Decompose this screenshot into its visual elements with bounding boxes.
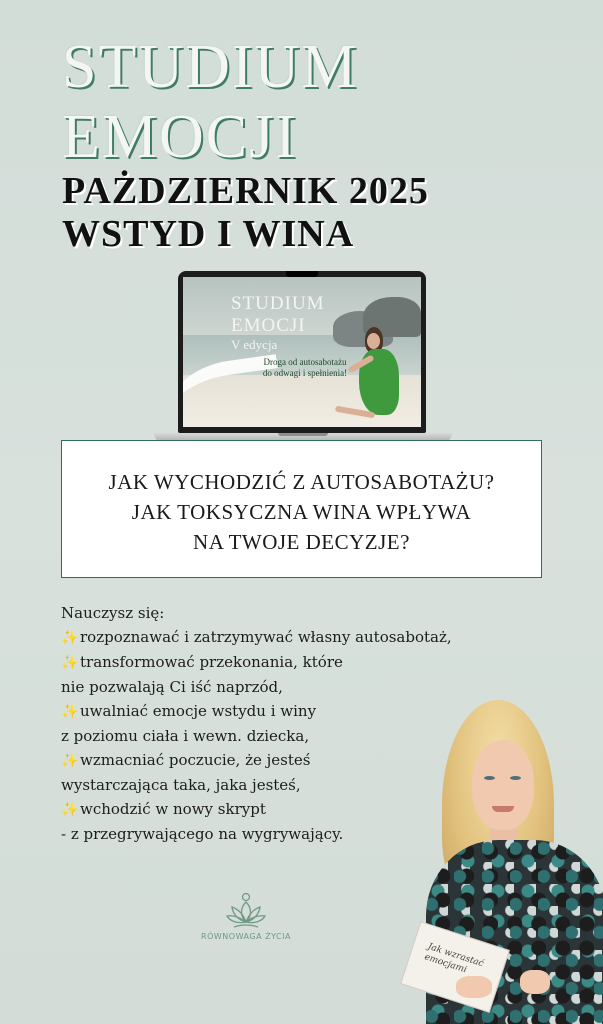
list-item-continuation: nie pozwalają Ci iść naprzód, xyxy=(61,678,283,696)
list-item-continuation: z poziomu ciała i wewn. dziecka, xyxy=(61,727,310,745)
questions-box xyxy=(61,440,542,578)
list-item: ✨ rozpoznawać i zatrzymywać własny autosabotaż, xyxy=(61,625,561,650)
screen-tagline-line2: do odwagi i spełnienia! xyxy=(262,368,348,378)
sparkles-icon: ✨ xyxy=(61,630,79,646)
face-shape xyxy=(472,740,534,830)
book-title: Jak wzrastać emocjami xyxy=(423,941,485,976)
sparkles-icon: ✨ xyxy=(61,753,79,769)
laptop-mockup xyxy=(154,271,452,449)
laptop-screen-image xyxy=(183,277,421,427)
screen-edition: V edycja xyxy=(231,337,278,352)
brand-logo xyxy=(190,892,302,952)
sparkles-icon: ✨ xyxy=(61,655,79,671)
date-heading: PAŻDZIERNIK 2025 xyxy=(62,170,429,212)
list-item-continuation: - z przegrywającego na wygrywający. xyxy=(61,825,344,843)
list-item-continuation: wystarczająca taka, jaka jesteś, xyxy=(61,776,301,794)
sparkles-icon: ✨ xyxy=(61,802,79,818)
learning-heading: Nauczysz się: xyxy=(61,604,165,622)
logo-text: RÓWNOWAGA ŻYCIA xyxy=(201,932,291,941)
title-studium: STUDIUM xyxy=(62,33,359,101)
screen-tagline-line1: Droga od autosabotażu xyxy=(263,357,347,367)
list-item: ✨ uwalniać emocje wstydu i winy xyxy=(61,699,561,724)
question-line-3: NA TWOJE DECYZJE? xyxy=(193,530,410,554)
title-emocji: EMOCJI xyxy=(62,103,298,171)
lotus-icon xyxy=(226,892,266,930)
screen-title-line2: EMOCJI xyxy=(231,315,306,336)
topic-heading: WSTYD I WINA xyxy=(62,213,355,255)
list-item: ✨ wchodzić w nowy skrypt xyxy=(61,797,561,822)
question-line-1: JAK WYCHODZIĆ Z AUTOSABOTAŻU? xyxy=(108,470,495,494)
list-item: ✨ transformować przekonania, które xyxy=(61,650,561,675)
screen-title-line1: STUDIUM xyxy=(231,293,325,314)
list-item: ✨ wzmacniać poczucie, że jesteś xyxy=(61,748,561,773)
laptop-screen-frame xyxy=(178,271,426,433)
question-line-2: JAK TOKSYCZNA WINA WPŁYWA xyxy=(131,500,472,524)
sparkles-icon: ✨ xyxy=(61,704,79,720)
screen-tagline xyxy=(235,357,375,379)
author-portrait xyxy=(386,700,603,1024)
